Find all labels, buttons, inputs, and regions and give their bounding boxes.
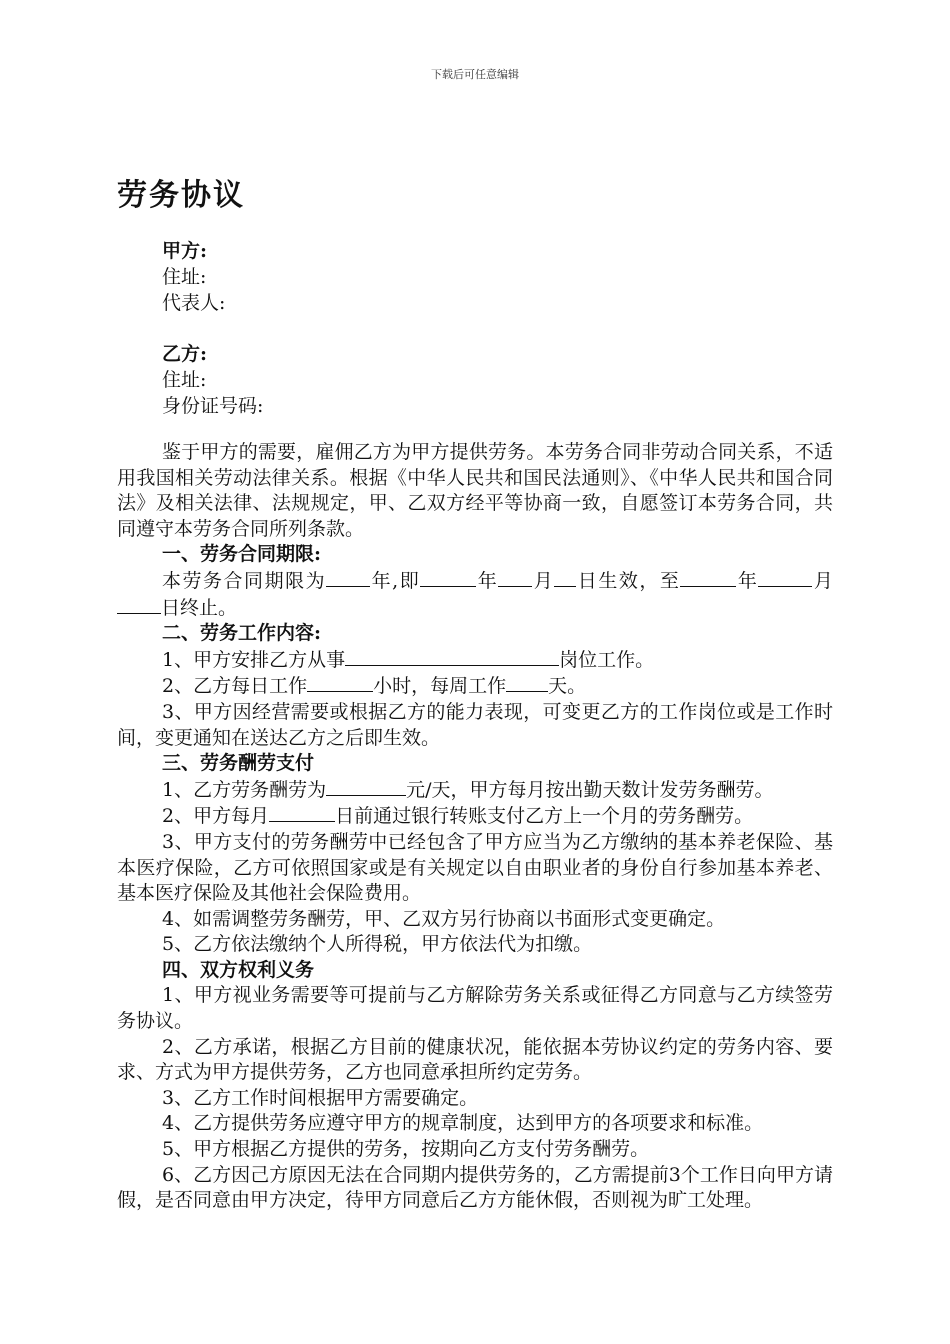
section3-item4: 4、如需调整劳务酬劳，甲、乙双方另行协商以书面形式变更确定。 xyxy=(162,907,726,930)
document-title: 劳务协议 xyxy=(117,178,245,213)
section3-item5: 5、乙方依法缴纳个人所得税，甲方依法代为扣缴。 xyxy=(162,933,593,956)
section4-item6: 6、乙方因己方原因无法在合同期内提供劳务的，乙方需提前3个工作日向甲方请假，是否同意由甲方决定，待甲方同意后乙方方能休假，否则视为旷工处理。 xyxy=(117,1163,833,1212)
party-b-block xyxy=(162,341,263,419)
section3-item1: 1、乙方劳务酬劳为 元/天，甲方每月按出勤天数计发劳务酬劳。 xyxy=(162,778,774,801)
section1-heading: 一、劳务合同期限: xyxy=(162,543,322,566)
header-note: 下载后可任意编辑 xyxy=(431,68,519,81)
party-a-representative: 代表人: xyxy=(162,292,226,314)
contract-body xyxy=(117,440,833,1214)
section2-item3: 3、甲方因经营需要或根据乙方的能力表现，可变更乙方的工作岗位或是工作时间，变更通知在送达乙方之后即生效。 xyxy=(117,700,833,749)
party-a-address: 住址: xyxy=(162,266,207,288)
section2-heading: 二、劳务工作内容: xyxy=(162,622,322,645)
section4-item3: 3、乙方工作时间根据甲方需要确定。 xyxy=(162,1086,479,1109)
intro-paragraph: 鉴于甲方的需要，雇佣乙方为甲方提供劳务。本劳务合同非劳动合同关系，不适用我国相关劳动法律关系。根据《中华人民共和国民法通则》、《中华人民共和国合同法》及相关法律、法规规定，甲、乙双方经平等协商一致，自愿签订本劳务合同，共同遵守本劳务合同所列条款。 xyxy=(117,441,833,540)
section3-heading: 三、劳务酬劳支付 xyxy=(162,752,315,775)
section4-item5: 5、甲方根据乙方提供的劳务，按期向乙方支付劳务酬劳。 xyxy=(162,1138,650,1161)
section4-item1: 1、甲方视业务需要等可提前与乙方解除劳务关系或征得乙方同意与乙方续签劳务协议。 xyxy=(117,984,833,1033)
section3-item3: 3、甲方支付的劳务酬劳中已经包含了甲方应当为乙方缴纳的基本养老保险、基本医疗保险，乙方可依照国家或是有关规定以自由职业者的身份自行参加基本养老、基本医疗保险及其他社会保险费用。 xyxy=(117,830,833,905)
section4-heading: 四、双方权利义务 xyxy=(162,958,315,981)
section2-item1: 1、甲方安排乙方从事 岗位工作。 xyxy=(162,648,655,671)
section3-item2: 2、甲方每月 日前通过银行转账支付乙方上一个月的劳务酬劳。 xyxy=(162,805,754,828)
section4-item2: 2、乙方承诺，根据乙方目前的健康状况，能依据本劳协议约定的劳务内容、要求、方式为甲方提供劳务，乙方也同意承担所约定劳务。 xyxy=(117,1035,833,1084)
party-b-address: 住址: xyxy=(162,369,207,391)
section1-term: 本劳务合同期限为 年,即 年 月 日生效，至 年 月日终止。 xyxy=(117,568,833,621)
section4-item4: 4、乙方提供劳务应遵守甲方的规章制度，达到甲方的各项要求和标准。 xyxy=(162,1112,764,1135)
party-b-id-number: 身份证号码: xyxy=(162,395,264,417)
party-a-block xyxy=(162,238,225,316)
section2-item2: 2、乙方每日工作 小时，每周工作 天。 xyxy=(162,675,587,698)
party-b-label: 乙方: xyxy=(162,343,208,365)
party-a-label: 甲方: xyxy=(162,240,208,262)
